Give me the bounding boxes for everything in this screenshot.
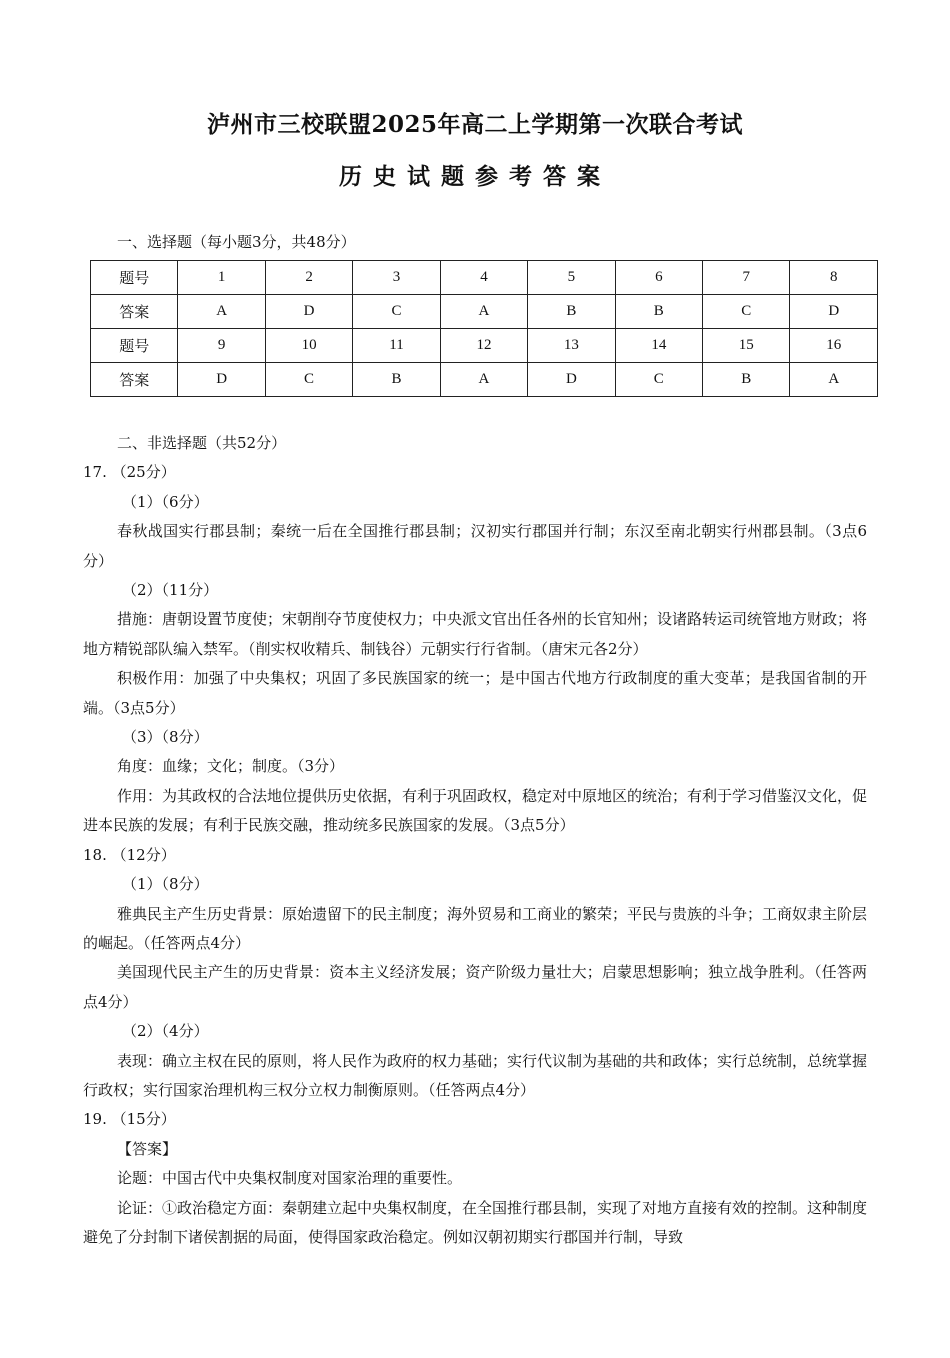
- table-cell: 5: [528, 261, 615, 295]
- q19-answer-label: 【答案】: [117, 1139, 178, 1158]
- table-row: [91, 261, 878, 295]
- table-cell: 答案: [91, 295, 178, 329]
- table-cell: 8: [790, 261, 878, 295]
- table-cell: 题号: [91, 261, 178, 295]
- table-cell: B: [703, 363, 790, 397]
- document-title: 泸州市三校联盟2025年高二上学期第一次联合考试: [206, 111, 743, 138]
- table-row: [91, 363, 878, 397]
- table-cell: 7: [703, 261, 790, 295]
- table-cell: 14: [615, 329, 702, 363]
- table-cell: 答案: [91, 363, 178, 397]
- q19-argument: 论证：①政治稳定方面：秦朝建立起中央集权制度，在全国推行郡县制，实现了对地方直接有效的控制。这种制度避免了分封制下诸侯割据的局面，使得国家政治稳定。例如汉朝初期实行郡国并行制，导致: [83, 1198, 868, 1246]
- q17-heading: 17. （25分）: [83, 463, 176, 482]
- table-cell: 题号: [91, 329, 178, 363]
- table-cell: B: [353, 363, 440, 397]
- table-cell: A: [790, 363, 878, 397]
- table-cell: 4: [440, 261, 527, 295]
- table-cell: 1: [178, 261, 265, 295]
- table-cell: B: [528, 295, 615, 329]
- q18-part2-heading: （2）（4分）: [122, 1022, 209, 1041]
- answer-body: [83, 429, 867, 1252]
- table-cell: 3: [353, 261, 440, 295]
- table-cell: C: [265, 363, 352, 397]
- table-cell: A: [178, 295, 265, 329]
- document-subtitle: 历史试题参考答案: [339, 163, 611, 190]
- q18-part1-america: 美国现代民主产生的历史背景：资本主义经济发展；资产阶级力量壮大；启蒙思想影响；独立战争胜利。（任答两点4分）: [83, 963, 867, 1011]
- q17-part2-heading: （2）（11分）: [122, 581, 219, 600]
- q18-heading: 18. （12分）: [83, 845, 176, 864]
- table-cell: B: [615, 295, 702, 329]
- table-cell: C: [615, 363, 702, 397]
- table-cell: 9: [178, 329, 265, 363]
- table-cell: 12: [440, 329, 527, 363]
- table-cell: 2: [265, 261, 352, 295]
- table-cell: A: [440, 295, 527, 329]
- q18-part2-text: 表现：确立主权在民的原则，将人民作为政府的权力基础；实行代议制为基础的共和政体；实行总统制，总统掌握行政权；实行国家治理机构三权分立权力制衡原则。（任答两点4分）: [83, 1051, 868, 1099]
- answer-table: [90, 260, 878, 397]
- table-row: [91, 329, 878, 363]
- q17-part2-measures: 措施：唐朝设置节度使；宋朝削夺节度使权力；中央派文官出任各州的长官知州；设诸路转运司统管地方财政；将地方精锐部队编入禁军。（削实权收精兵、制钱谷）元朝实行行省制。（唐宋元各2分）: [83, 610, 868, 658]
- section1-heading: 一、选择题（每小题3分，共48分）: [117, 233, 356, 251]
- table-cell: 13: [528, 329, 615, 363]
- table-cell: 16: [790, 329, 878, 363]
- q19-thesis: 论题：中国古代中央集权制度对国家治理的重要性。: [117, 1169, 463, 1188]
- table-cell: D: [265, 295, 352, 329]
- q19-heading: 19. （15分）: [83, 1110, 176, 1129]
- table-cell: D: [178, 363, 265, 397]
- q17-part3-heading: （3）（8分）: [122, 728, 209, 747]
- table-cell: C: [353, 295, 440, 329]
- q17-part3-angles: 角度：血缘；文化；制度。（3分）: [117, 757, 345, 776]
- q17-part2-effects: 积极作用：加强了中央集权；巩固了多民族国家的统一；是中国古代地方行政制度的重大变革；是我国省制的开端。（3点5分）: [83, 669, 867, 717]
- table-cell: 10: [265, 329, 352, 363]
- table-cell: 11: [353, 329, 440, 363]
- q17-part1-heading: （1）（6分）: [122, 492, 209, 511]
- table-cell: A: [440, 363, 527, 397]
- q17-part3-effects: 作用：为其政权的合法地位提供历史依据，有利于巩固政权，稳定对中原地区的统治；有利于学习借鉴汉文化，促进本民族的发展；有利于民族交融，推动统多民族国家的发展。（3点5分）: [83, 786, 868, 835]
- q18-part1-athens: 雅典民主产生历史背景：原始遗留下的民主制度；海外贸易和工商业的繁荣；平民与贵族的斗争；工商奴隶主阶层的崛起。（任答两点4分）: [83, 904, 868, 952]
- table-cell: C: [703, 295, 790, 329]
- table-row: [91, 295, 878, 329]
- table-cell: 6: [615, 261, 702, 295]
- q18-part1-heading: （1）（8分）: [122, 875, 209, 894]
- q17-part1-text: 春秋战国实行郡县制；秦统一后在全国推行郡县制；汉初实行郡国并行制；东汉至南北朝实行州郡县制。（3点6分）: [83, 522, 867, 570]
- table-cell: D: [790, 295, 878, 329]
- table-cell: D: [528, 363, 615, 397]
- table-cell: 15: [703, 329, 790, 363]
- section2-heading: 二、非选择题（共52分）: [117, 434, 287, 452]
